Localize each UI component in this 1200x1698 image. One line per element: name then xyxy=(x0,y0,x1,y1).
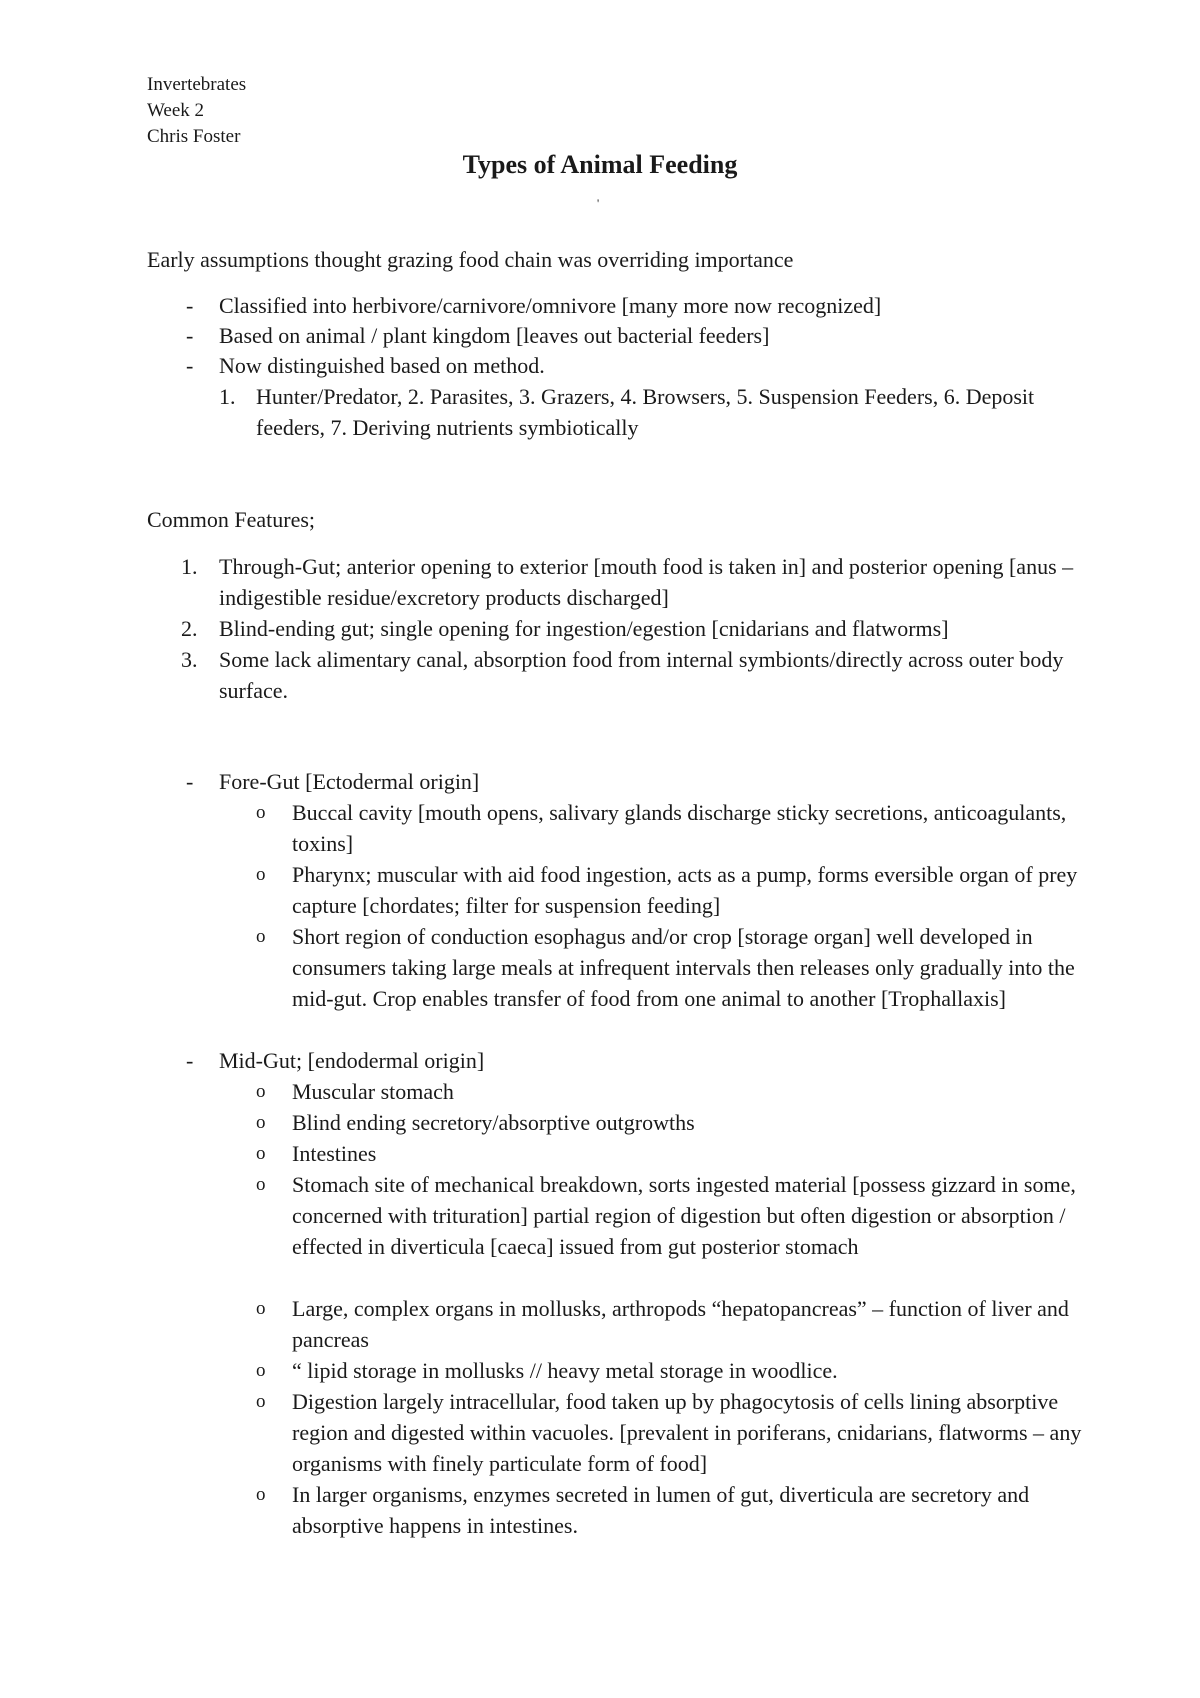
dash-marker: - xyxy=(186,293,194,318)
list-item: Muscular stomach xyxy=(292,1079,454,1104)
list-number: 1. xyxy=(219,384,236,409)
bullet-marker: o xyxy=(256,864,266,885)
bullet-marker: o xyxy=(256,1081,266,1102)
week-label: Week 2 xyxy=(147,100,205,121)
course-name: Invertebrates xyxy=(147,74,247,95)
author-name: Chris Foster xyxy=(147,126,241,147)
dash-marker: - xyxy=(186,353,194,378)
list-item: Stomach site of mechanical breakdown, sorts ingested material [possess gizzard in some, concerned with trituration] partial region of digestion but often digestion or absorption / effected in diverticula [caeca] issued from gut posterior stomach xyxy=(292,1172,1076,1259)
list-number: 3. xyxy=(181,647,198,672)
stray-mark: ' xyxy=(597,196,600,210)
list-item: Digestion largely intracellular, food taken up by phagocytosis of cells lining absorptive region and digested within vacuoles. [prevalent in poriferans, cnidarians, flatworms – any organisms with finely particulate form of food] xyxy=(292,1389,1082,1476)
list-item: Large, complex organs in mollusks, arthropods “hepatopancreas” – function of liver and pancreas xyxy=(292,1296,1069,1352)
list-item: Blind-ending gut; single opening for ingestion/egestion [cnidarians and flatworms] xyxy=(219,616,949,641)
document-title: Types of Animal Feeding xyxy=(462,150,738,179)
bullet-marker: o xyxy=(256,802,266,823)
dash-marker: - xyxy=(186,769,194,794)
dash-marker: - xyxy=(186,323,194,348)
foregut-heading: Fore-Gut [Ectodermal origin] xyxy=(219,769,480,794)
list-item: In larger organisms, enzymes secreted in lumen of gut, diverticula are secretory and absorptive happens in intestines. xyxy=(292,1482,1030,1538)
bullet-marker: o xyxy=(256,1484,266,1505)
dash-marker: - xyxy=(186,1048,194,1073)
bullet-marker: o xyxy=(256,1360,266,1381)
bullet-marker: o xyxy=(256,1174,266,1195)
list-item: Classified into herbivore/carnivore/omnivore [many more now recognized] xyxy=(219,293,882,318)
section-heading: Common Features; xyxy=(147,507,316,532)
list-item: Buccal cavity [mouth opens, salivary glands discharge sticky secretions, anticoagulants, toxins] xyxy=(292,800,1067,856)
list-item: Short region of conduction esophagus and/or crop [storage organ] well developed in consumers taking large meals at infrequent intervals then releases only gradually into the mid-gut. Crop enables transfer of food from one animal to another [Trophallaxis] xyxy=(292,924,1075,1011)
bullet-marker: o xyxy=(256,1298,266,1319)
list-item: Through-Gut; anterior opening to exterior [mouth food is taken in] and posterior opening [anus – indigestible residue/excretory products discharged] xyxy=(219,554,1074,610)
list-item: Based on animal / plant kingdom [leaves out bacterial feeders] xyxy=(219,323,770,348)
bullet-marker: o xyxy=(256,1391,266,1412)
bullet-marker: o xyxy=(256,1143,266,1164)
bullet-marker: o xyxy=(256,1112,266,1133)
bullet-marker: o xyxy=(256,926,266,947)
intro-paragraph: Early assumptions thought grazing food chain was overriding importance xyxy=(147,247,794,272)
list-item: Now distinguished based on method. xyxy=(219,353,545,378)
list-item: Some lack alimentary canal, absorption food from internal symbionts/directly across outer body surface. xyxy=(219,647,1064,703)
list-item: Hunter/Predator, 2. Parasites, 3. Grazers, 4. Browsers, 5. Suspension Feeders, 6. Deposit feeders, 7. Deriving nutrients symbiotically xyxy=(256,384,1035,440)
list-item: Pharynx; muscular with aid food ingestion, acts as a pump, forms eversible organ of prey capture [chordates; filter for suspension feeding] xyxy=(292,862,1078,918)
list-number: 1. xyxy=(181,554,198,579)
list-item: Intestines xyxy=(292,1141,377,1166)
list-number: 2. xyxy=(181,616,198,641)
list-item: “ lipid storage in mollusks // heavy metal storage in woodlice. xyxy=(292,1358,838,1383)
midgut-heading: Mid-Gut; [endodermal origin] xyxy=(219,1048,485,1073)
list-item: Blind ending secretory/absorptive outgrowths xyxy=(292,1110,695,1135)
